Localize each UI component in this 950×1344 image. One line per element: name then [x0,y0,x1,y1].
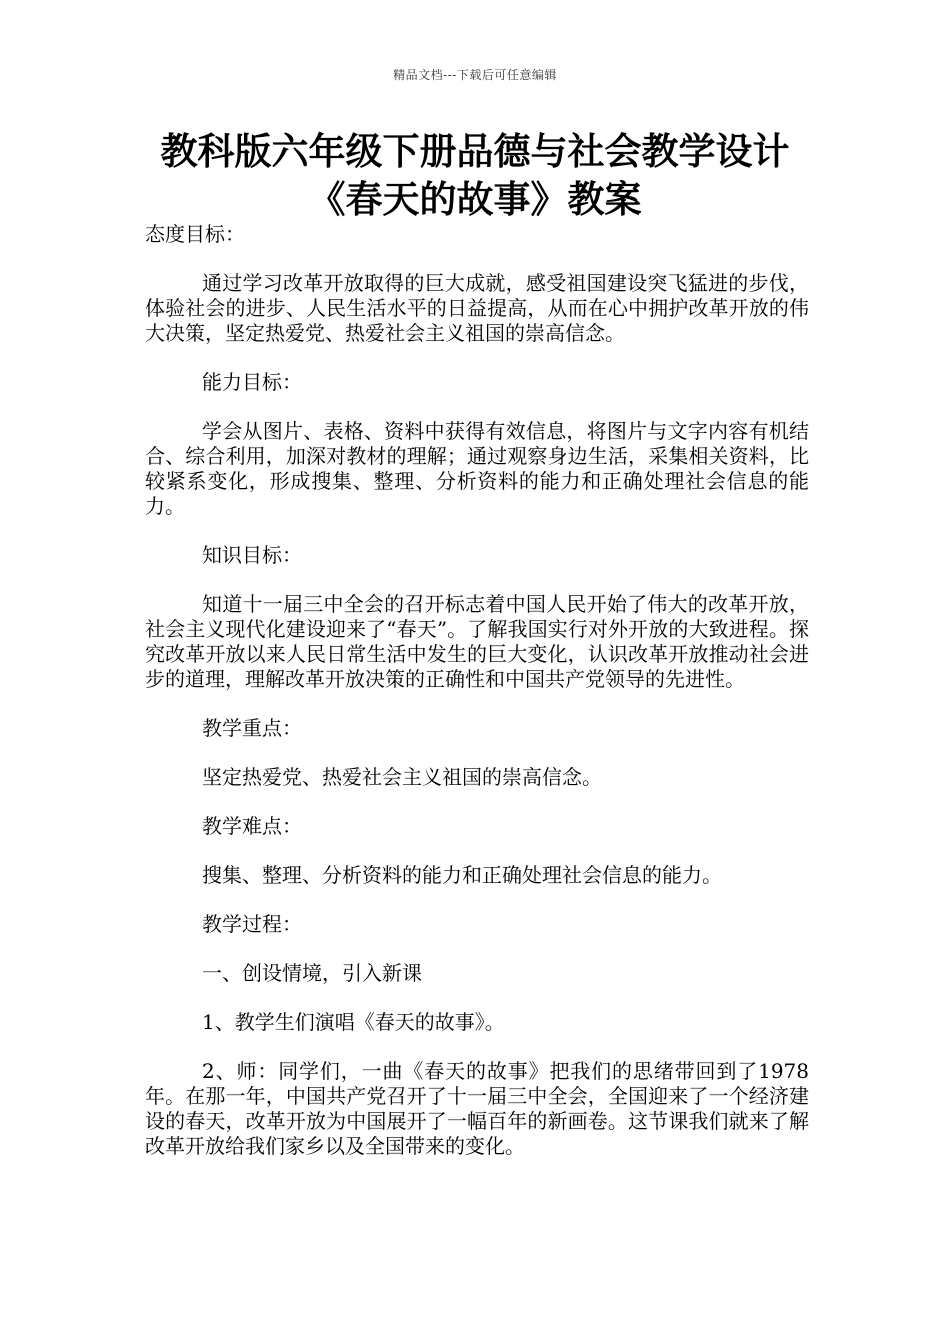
key-text: 坚定热爱党、热爱社会主义祖国的崇高信念。 [202,765,602,789]
document-title [0,128,950,224]
process-label: 教学过程： [202,912,302,936]
step1-heading: 一、创设情境，引入新课 [202,961,422,985]
attitude-text: 通过学习改革开放取得的巨大成就，感受祖国建设突飞猛进的步伐，体验社会的进步、人民生活水平的日益提高，从而在心中拥护改革开放的伟大决策，坚定热爱党、热爱社会主义祖国的崇高信念。 [145,271,809,345]
ability-text: 学会从图片、表格、资料中获得有效信息，将图片与文字内容有机结合、综合利用，加深对教材的理解；通过观察身边生活，采集相关资料，比较紧系变化，形成搜集、整理、分析资料的能力和正确处理社会信息的能力。 [145,419,809,518]
title-line-2: 《春天的故事》教案 [308,178,642,221]
header-note: 精品文档---下载后可任意编辑 [393,68,557,82]
title-line-1: 教科版六年级下册品德与社会教学设计 [160,130,790,173]
knowledge-text: 知道十一届三中全会的召开标志着中国人民开始了伟大的改革开放，社会主义现代化建设迎来了“春天”。了解我国实行对外开放的大致进程。探究改革开放以来人民日常生活中发生的巨大变化，认识改革开放推动社会进步的道理，理解改革开放决策的正确性和中国共产党领导的先进性。 [145,592,809,691]
attitude-label: 态度目标： [145,222,245,246]
document-body [145,222,809,1183]
knowledge-label: 知识目标： [202,543,302,567]
step1-item1: 1、教学生们演唱《春天的故事》。 [202,1010,505,1034]
key-label: 教学重点： [202,716,302,740]
difficulty-label: 教学难点： [202,814,302,838]
difficulty-text: 搜集、整理、分析资料的能力和正确处理社会信息的能力。 [202,863,722,887]
step1-item2: 2、师：同学们，一曲《春天的故事》把我们的思绪带回到了1978年。在那一年，中国共产党召开了十一届三中全会，全国迎来了一个经济建设的春天，改革开放为中国展开了一幅百年的新画卷。这节课我们就来了解改革开放给我们家乡以及全国带来的变化。 [145,1059,809,1158]
ability-label: 能力目标： [202,370,302,394]
